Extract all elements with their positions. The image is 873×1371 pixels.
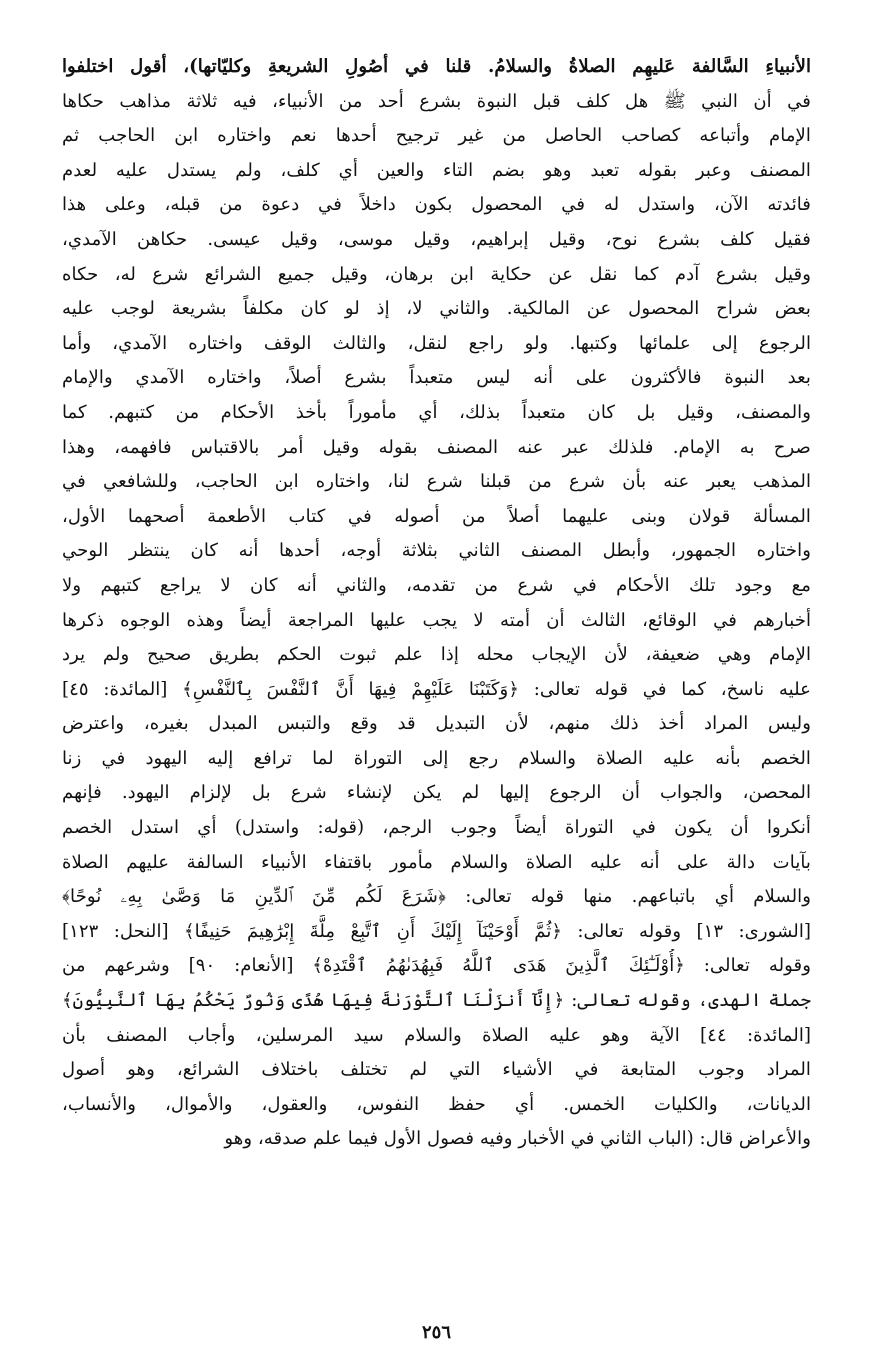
text-line-18: الإمام وهي ضعيفة، لأن الإيجاب محله إذا علم ثبوت الحكم بطريق صحيح ولم يرد — [62, 644, 811, 666]
text-line-27: وقوله تعالى: ﴿أُوْلَـٰٓئِكَ ٱلَّذِينَ هَدَى ٱللَّهُ فَبِهُدَىٰهُمُ ٱقْتَدِهْ﴾ [الأنعام: ٩٠] وشرعهم من — [62, 955, 811, 977]
text-line-24: بآيات دالة على أنه عليه الصلاة والسلام مأمور باقتفاء الأنبياء السالفة عليهم الصلاة — [62, 851, 811, 873]
text-line-4: المصنف وعبر بقوله تعبد وهو بضم التاء والعين أي كلف، ولم يستدل عليه لعدم — [62, 159, 811, 181]
text-line-5: فائدته الآن، واستدل له في المحصول بكون داخلاً في دعوة من قبله، وعلى هذا — [62, 194, 811, 216]
text-line-23: أنكروا أن يكون في التوراة أيضاً وجوب الرجم، (قوله: واستدل) أي استدل الخصم — [62, 817, 811, 839]
text-line-28: جملة الهدى، وقوله تعالى: ﴿إِنَّآ أَنزَلْنَا ٱلتَّوْرَىٰةَ فِيهَا هُدًى وَنُورٌ يَحْكُمُ بِهَا ٱلنَّبِيُّونَ﴾ — [62, 990, 811, 1012]
text-line-6: فقيل كلف بشرع نوح، وقيل إبراهيم، وقيل موسى، وقيل عيسى. حكاهن الآمدي، — [62, 228, 811, 250]
text-line-32: والأعراض قال: (الباب الثاني في الأخبار وفيه فصول الأول فيما علم صدقه، وهو — [224, 1128, 811, 1150]
text-line-26: [الشورى: ١٣] وقوله تعالى: ﴿ثُمَّ أَوْحَيْنَآ إِلَيْكَ أَنِ ٱتَّبِعْ مِلَّةَ إِبْرَٰهِيمَ حَنِيفًا﴾ [النحل: ١٢٣] — [62, 920, 811, 942]
text-line-14: المسألة قولان وبنى عليهما أصلاً من أصوله في كتاب الأطعمة أصحهما الأول، — [62, 505, 811, 527]
text-line-8: بعض شراح المحصول عن المالكية. والثاني لا، إذ لو كان مكلفاً بشريعة لوجب عليه — [62, 298, 811, 320]
text-line-7: وقيل بشرع آدم كما نقل عن حكاية ابن برهان، وقيل جميع الشرائع شرع له، حكاه — [62, 263, 811, 285]
text-line-17: أخبارهم في الوقائع، الثالث أن أمته لا يجب عليها المراجعة أيضاً وهذه الوجوه ذكرها — [62, 609, 811, 631]
text-line-21: الخصم بأنه عليه الصلاة والسلام رجع إلى التوراة لما ترافع إليه اليهود في زنا — [62, 747, 811, 769]
text-line-3: الإمام وأتباعه كصاحب الحاصل من غير ترجيح أحدها نعم واختاره ابن الحاجب ثم — [62, 125, 811, 147]
text-line-20: وليس المراد أخذ ذلك منهم، لأن التبديل قد وقع والتبس المبدل بغيره، واعترض — [62, 713, 811, 735]
text-line-12: صرح به الإمام. فلذلك عبر عنه المصنف بقوله وقيل أمر بالاقتباس فافهمه، وهذا — [62, 436, 811, 458]
text-line-13: المذهب يعبر عنه بأن شرع من قبلنا شرع لنا، واختاره ابن الحاجب، وللشافعي في — [62, 471, 811, 493]
text-line-15: واختاره الجمهور، وأبطل المصنف الثاني بثلاثة أوجه، أحدها أنه كان ينتظر الوحي — [62, 540, 811, 562]
text-line-1: الأنبياءِ السَّالفة عَليهِم الصلاةُ والسلامُ. قلنا في أصُولِ الشريعةِ وكليّاتها)، أقول اختلفوا — [62, 56, 811, 77]
page-number: ٢٥٦ — [421, 1322, 451, 1343]
text-line-9: الرجوع إلى علمائها وكتبها. ولو راجع لنقل، والثالث الوقف واختاره الآمدي، وأما — [62, 332, 811, 354]
text-line-16: مع وجود تلك الأحكام في شرع من تقدمه، والثاني أنه كان لا يراجع كتبهم ولا — [62, 574, 811, 596]
text-line-25: والسلام أي باتباعهم. منها قوله تعالى: ﴿شَرَعَ لَكُم مِّنَ ٱلدِّينِ مَا وَصَّىٰ بِهِۦ نُوحًا﴾ — [62, 886, 811, 908]
text-line-29: [المائدة: ٤٤] الآية وهو عليه الصلاة والسلام سيد المرسلين، وأجاب المصنف بأن — [62, 1024, 811, 1046]
text-line-2: في أن النبي ﷺ هل كلف قبل النبوة بشرع أحد من الأنبياء، فيه ثلاثة مذاهب حكاها — [62, 90, 811, 112]
text-line-11: والمصنف، وقيل بل كان متعبداً بذلك، أي مأموراً بأخذ الأحكام من كتبهم. كما — [62, 401, 811, 423]
text-line-22: المحصن، والجواب أن الرجوع إليها لم يكن لإنشاء شرع بل لإلزام اليهود. فإنهم — [62, 782, 811, 804]
text-line-31: الديانات، والكليات الخمس. أي حفظ النفوس، والعقول، والأموال، والأنساب، — [62, 1093, 811, 1115]
text-line-10: بعد النبوة فالأكثرون على أنه ليس متعبداً بشرع أصلاً، واختاره الآمدي والإمام — [62, 367, 811, 389]
text-line-30: المراد وجوب المتابعة في الأشياء التي لم تختلف باختلاف الشرائع، وهو أصول — [62, 1059, 811, 1081]
text-line-19: عليه ناسخ، كما في قوله تعالى: ﴿وَكَتَبْنَا عَلَيْهِمْ فِيهَا أَنَّ ٱلنَّفْسَ بِٱلنَّفْسِ﴾ [المائدة: ٤٥] — [62, 678, 811, 700]
